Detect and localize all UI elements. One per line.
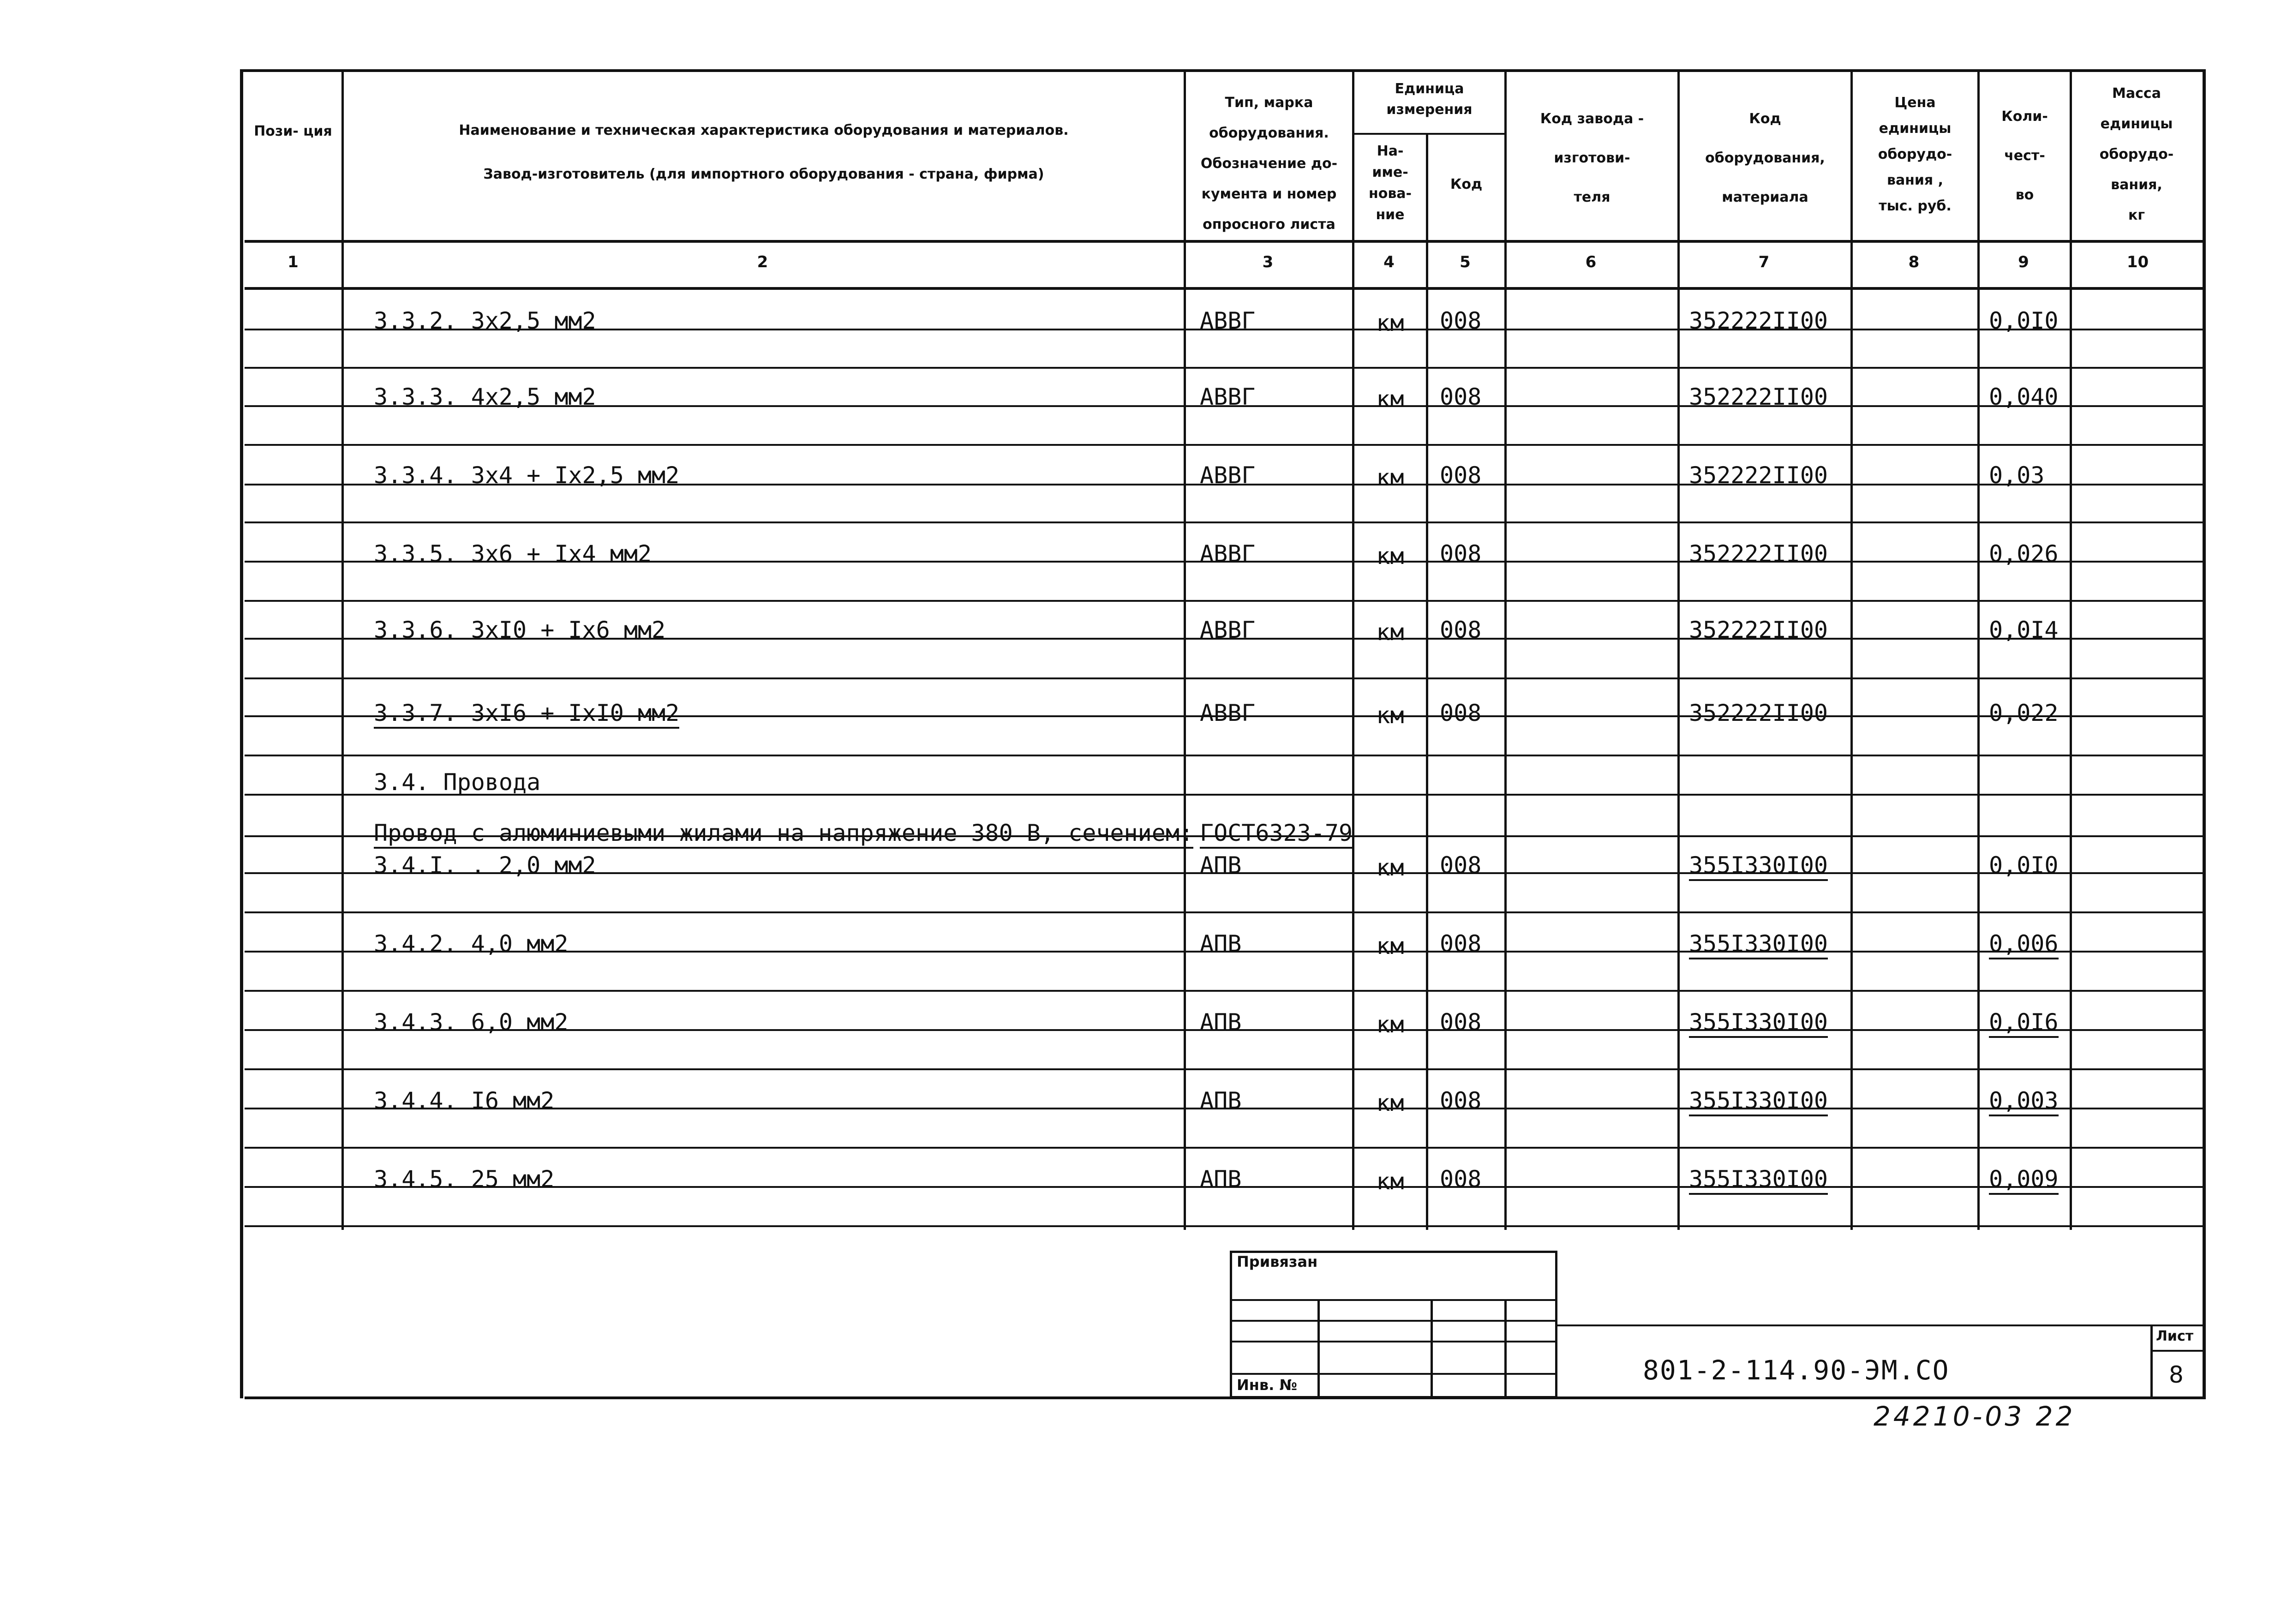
cell-qty: 0,022: [1989, 700, 2059, 726]
row-line: [245, 521, 2206, 523]
stamp-line-1: [1230, 1299, 1557, 1301]
row-line: [245, 911, 2206, 913]
cell-qty: 0,009: [1989, 1165, 2059, 1195]
header-col7-line: Код: [1749, 111, 1781, 127]
column-number: 4: [1383, 253, 1395, 271]
header-col7: [1680, 99, 1850, 217]
cell-unit: км: [1376, 933, 1404, 959]
row-line: [245, 600, 2206, 602]
cell-name: 3.4.4. I6 мм2: [374, 1087, 555, 1114]
cell-name: 3.3.2. 3х2,5 мм2: [374, 307, 596, 334]
cell-qty: 0,026: [1989, 540, 2059, 567]
inv-label: Инв. №: [1237, 1376, 1297, 1394]
cell-qty: 0,0I6: [1989, 1008, 2059, 1038]
header-col9-line: чест-: [2004, 148, 2045, 164]
cell-qty: 0,0I0: [1989, 307, 2059, 334]
column-number: 3: [1262, 253, 1274, 271]
frame-bottom-line: [245, 1396, 2206, 1399]
cell-name: 3.3.4. 3х4 + Iх2,5 мм2: [374, 462, 680, 489]
cell-qty: 0,040: [1989, 384, 2059, 410]
column-divider: [1352, 69, 1354, 1230]
cell-name: 3.4. Провода: [374, 769, 541, 796]
cell-code: 352222II00: [1689, 540, 1828, 567]
header-col4-line: нова-: [1368, 186, 1412, 202]
cell-name: 3.4.2. 4,0 мм2: [374, 930, 569, 957]
sheet-box-line: [2150, 1350, 2206, 1352]
document-designation: 801-2-114.90-ЭМ.СО: [1643, 1354, 1950, 1386]
header-col4: [1354, 141, 1426, 226]
cell-unit-code: 008: [1440, 1166, 1482, 1193]
header-col8: [1853, 90, 1977, 219]
cell-type: АВВГ: [1200, 700, 1256, 726]
cell-unit: км: [1376, 543, 1404, 569]
column-number: 1: [287, 253, 299, 271]
cell-code: 352222II00: [1689, 700, 1828, 726]
column-number: 2: [757, 253, 768, 271]
header-col3-line: Обозначение до-: [1200, 156, 1338, 172]
cell-unit-code: 008: [1440, 852, 1482, 879]
stamp-line-2: [1230, 1320, 1557, 1322]
cell-type: АПВ: [1200, 852, 1242, 879]
header-col8-line: Цена: [1894, 95, 1936, 111]
row-line: [245, 755, 2206, 756]
header-col1-text: Пози- ция: [254, 123, 332, 139]
header-bottom-line: [245, 240, 2206, 243]
row-line: [245, 1068, 2206, 1070]
cell-type: АПВ: [1200, 1166, 1242, 1193]
header-col2: [344, 108, 1184, 196]
header-col1: [245, 115, 341, 148]
cell-unit: км: [1376, 854, 1404, 881]
column-divider: [2070, 69, 2072, 1230]
header-col8-line: тыс. руб.: [1879, 198, 1952, 214]
header-col10: [2072, 78, 2201, 231]
sheet-label: Лист: [2156, 1328, 2194, 1344]
cell-code: 352222II00: [1689, 307, 1828, 334]
column-divider: [1426, 134, 1428, 1230]
cell-type: АВВГ: [1200, 617, 1256, 643]
header-col4-line: име-: [1372, 164, 1408, 180]
cell-code: 355I330I00: [1689, 1008, 1828, 1038]
header-col9: [1980, 97, 2070, 215]
stamp-vline-2: [1431, 1299, 1433, 1398]
header-col6-line: Код завода -: [1540, 111, 1644, 127]
header-col10-line: кг: [2128, 207, 2145, 223]
header-col10-line: оборудо-: [2099, 146, 2174, 162]
attached-label: Привязан: [1237, 1253, 1318, 1270]
sheet-box-divider: [2150, 1324, 2153, 1398]
stamp-vline-3: [1504, 1299, 1507, 1398]
column-divider: [341, 69, 344, 1230]
header-col6-line: теля: [1574, 189, 1610, 205]
archive-number: 24210-03 22: [1874, 1401, 2076, 1432]
header-col5: [1428, 162, 1504, 208]
row-line: [245, 367, 2206, 369]
column-number: 7: [1758, 253, 1770, 271]
column-divider: [1677, 69, 1680, 1230]
header-col2-line1: Наименование и техническая характеристика оборудования и материалов.: [459, 122, 1069, 138]
header-unit-group: [1354, 78, 1504, 120]
column-number: 5: [1460, 253, 1471, 271]
cell-unit-code: 008: [1440, 462, 1482, 489]
header-unit-group-text: Единица измерения: [1386, 81, 1473, 118]
cell-qty: 0,006: [1989, 930, 2059, 959]
header-col4-line: ние: [1376, 207, 1405, 223]
cell-name: 3.4.I. . 2,0 мм2: [374, 852, 596, 879]
row-line: [245, 1225, 2206, 1227]
header-col10-line: вания,: [2111, 177, 2162, 193]
cell-unit: км: [1376, 310, 1404, 336]
header-col7-line: оборудования,: [1705, 150, 1825, 166]
cell-name: 3.3.6. 3хI0 + Iх6 мм2: [374, 617, 666, 643]
cell-qty: 0,003: [1989, 1087, 2059, 1116]
cell-unit: км: [1376, 1011, 1404, 1038]
column-number: 9: [2018, 253, 2029, 271]
header-col8-line: единицы: [1879, 120, 1952, 137]
cell-unit-code: 008: [1440, 384, 1482, 410]
cell-name: 3.3.7. 3хI6 + IхI0 мм2: [374, 699, 679, 729]
sheet-number: 8: [2169, 1361, 2184, 1388]
cell-qty: 0,03: [1989, 462, 2045, 489]
cell-name: 3.3.5. 3х6 + Iх4 мм2: [374, 540, 652, 567]
header-col3-line: опросного листа: [1203, 216, 1335, 233]
header-col9-line: во: [2015, 187, 2034, 203]
cell-qty: 0,0I0: [1989, 852, 2059, 879]
column-number: 8: [1908, 253, 1920, 271]
row-line: [245, 444, 2206, 446]
cell-code: 355I330I00: [1689, 1165, 1828, 1195]
header-col8-line: оборудо-: [1878, 146, 1952, 162]
cell-unit: км: [1376, 464, 1404, 491]
cell-unit-code: 008: [1440, 307, 1482, 334]
cell-unit: км: [1376, 1090, 1404, 1116]
cell-unit: км: [1376, 386, 1404, 413]
cell-name: Провод с алюминиевыми жилами на напряжение 380 В, сечением:: [374, 819, 1193, 849]
column-divider: [1504, 69, 1507, 1230]
column-number: 10: [2126, 253, 2149, 271]
header-col6-line: изготови-: [1554, 150, 1630, 166]
header-col9-line: Коли-: [2001, 108, 2048, 125]
header-col3-line: кумента и номер: [1201, 186, 1337, 202]
cell-type: АПВ: [1200, 1009, 1242, 1036]
cell-unit: км: [1376, 1168, 1404, 1195]
cell-code: 355I330I00: [1689, 1087, 1828, 1116]
header-col6: [1507, 99, 1677, 217]
cell-type: АПВ: [1200, 930, 1242, 957]
cell-type: АВВГ: [1200, 540, 1256, 567]
cell-unit-code: 008: [1440, 700, 1482, 726]
stamp-line-4: [1230, 1373, 1557, 1375]
header-col8-line: вания ,: [1886, 172, 1944, 188]
column-divider: [1184, 69, 1186, 1230]
cell-unit-code: 008: [1440, 930, 1482, 957]
cell-code: 355I330I00: [1689, 851, 1828, 881]
row-line: [245, 990, 2206, 992]
cell-code: 352222II00: [1689, 462, 1828, 489]
cell-unit-code: 008: [1440, 540, 1482, 567]
column-divider: [1850, 69, 1853, 1230]
row-line: [245, 677, 2206, 679]
cell-type: АВВГ: [1200, 462, 1256, 489]
cell-type: ГОСТ6323-79: [1200, 819, 1353, 849]
cell-unit-code: 008: [1440, 1009, 1482, 1036]
cell-name: 3.4.3. 6,0 мм2: [374, 1009, 569, 1036]
cell-name: 3.4.5. 25 мм2: [374, 1166, 555, 1193]
column-divider: [1977, 69, 1980, 1230]
cell-code: 352222II00: [1689, 384, 1828, 410]
header-col7-line: материала: [1722, 189, 1808, 205]
cell-name: 3.3.3. 4х2,5 мм2: [374, 384, 596, 410]
header-col3-line: оборудования.: [1209, 125, 1329, 141]
header-col5-text: Код: [1450, 176, 1483, 192]
header-col10-line: Масса: [2112, 85, 2161, 102]
row-line: [245, 1147, 2206, 1149]
column-number: 6: [1585, 253, 1597, 271]
header-col3: [1186, 88, 1352, 240]
cell-type: АВВГ: [1200, 307, 1256, 334]
stamp-line-3: [1230, 1341, 1557, 1342]
cell-code: 355I330I00: [1689, 930, 1828, 959]
cell-type: АВВГ: [1200, 384, 1256, 410]
title-block-top-line: [1557, 1324, 2206, 1326]
header-col10-line: единицы: [2100, 116, 2173, 132]
cell-unit-code: 008: [1440, 1087, 1482, 1114]
cell-unit: км: [1376, 702, 1404, 729]
column-numbers-bottom-line: [245, 287, 2206, 290]
cell-unit-code: 008: [1440, 617, 1482, 643]
header-col2-line2: Завод-изготовитель (для импортного оборудования - страна, фирма): [483, 166, 1044, 182]
cell-type: АПВ: [1200, 1087, 1242, 1114]
stamp-vline-1: [1317, 1299, 1320, 1398]
cell-code: 352222II00: [1689, 617, 1828, 643]
unit-group-divider: [1352, 133, 1504, 135]
header-col3-line: Тип, марка: [1225, 95, 1313, 111]
cell-qty: 0,0I4: [1989, 617, 2059, 643]
cell-unit: км: [1376, 619, 1404, 646]
header-col4-line: На-: [1377, 143, 1404, 159]
